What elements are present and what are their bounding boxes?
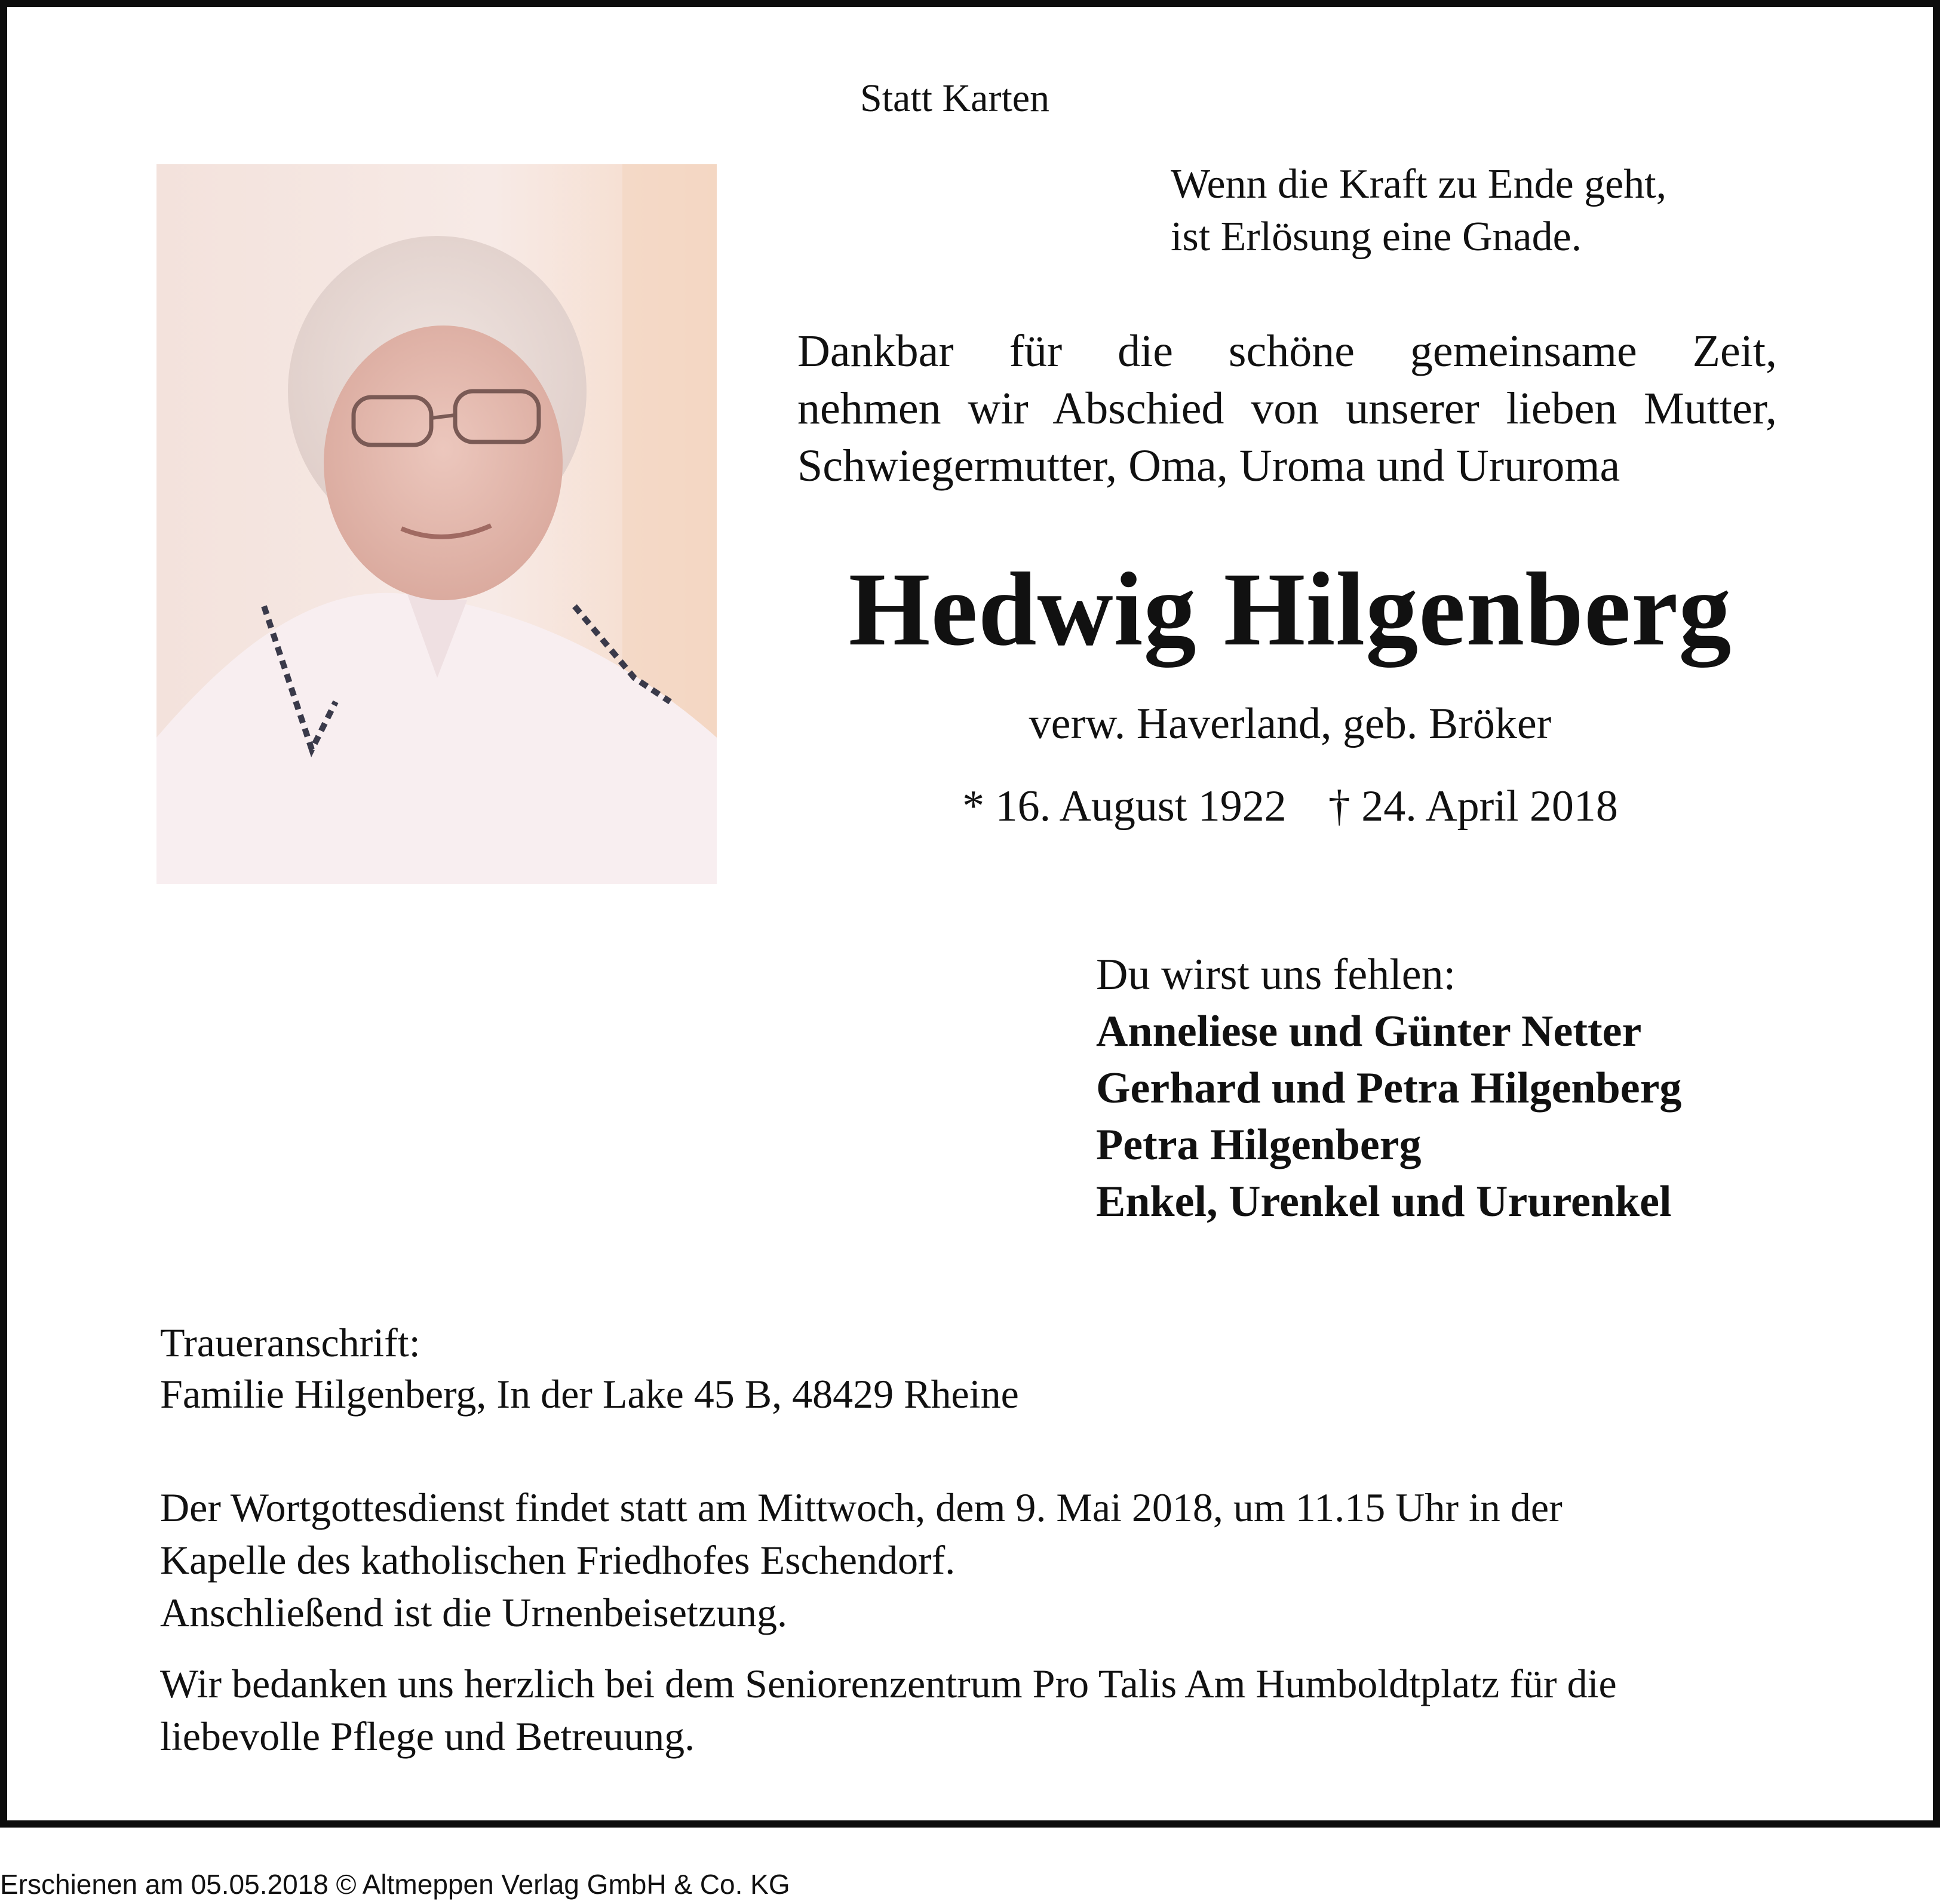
family-member: Gerhard und Petra Hilgenberg: [1096, 1064, 1682, 1113]
portrait-photo: [156, 164, 717, 884]
service-line-1: Der Wortgottesdienst findet statt am Mittwoch, dem 9. Mai 2018, um 11.15 Uhr in der: [160, 1485, 1563, 1530]
publication-footer: Erschienen am 05.05.2018 © Altmeppen Verlag GmbH & Co. KG: [0, 1869, 790, 1900]
thanks-text: [160, 1657, 1617, 1762]
family-member: Anneliese und Günter Netter: [1096, 1007, 1642, 1056]
address-value: Familie Hilgenberg, In der Lake 45 B, 48429 Rheine: [160, 1371, 1019, 1417]
motto-line-1: Wenn die Kraft zu Ende geht,: [1171, 161, 1667, 207]
intro-line-3: Schwiegermutter, Oma, Uroma und Ururoma: [797, 441, 1620, 491]
life-dates: [753, 781, 1828, 832]
motto-line-2: ist Erlösung eine Gnade.: [1171, 214, 1582, 260]
thanks-line-2: liebevolle Pflege und Betreuung.: [160, 1713, 695, 1759]
intro-text: [797, 323, 1777, 495]
thanks-line-1: Wir bedanken uns herzlich bei dem Seniorenzentrum Pro Talis Am Humboldtplatz für die: [160, 1661, 1617, 1706]
intro-line-2: nehmen wir Abschied von unserer lieben Mutter,: [797, 383, 1777, 434]
address-label: Traueranschrift:: [160, 1320, 420, 1365]
motto-quote: [1171, 158, 1666, 263]
birth-date: * 16. August 1922: [962, 782, 1287, 831]
family-member: Enkel, Urenkel und Ururenkel: [1096, 1177, 1672, 1226]
service-info: [160, 1481, 1563, 1639]
family-intro: Du wirst uns fehlen:: [1096, 950, 1456, 999]
death-date: † 24. April 2018: [1328, 782, 1618, 831]
service-line-3: Anschließend ist die Urnenbeisetzung.: [160, 1590, 787, 1635]
deceased-name: Hedwig Hilgenberg: [848, 551, 1732, 668]
family-member: Petra Hilgenberg: [1096, 1120, 1422, 1169]
deceased-maiden-name: verw. Haverland, geb. Bröker: [1029, 699, 1552, 748]
mourning-address: [160, 1317, 1019, 1420]
intro-line-1: Dankbar für die schöne gemeinsame Zeit,: [797, 326, 1777, 376]
service-line-2: Kapelle des katholischen Friedhofes Eschendorf.: [160, 1537, 956, 1583]
portrait-illustration: [156, 164, 717, 884]
statt-karten: Statt Karten: [860, 76, 1050, 120]
family-list: [1096, 947, 1681, 1230]
